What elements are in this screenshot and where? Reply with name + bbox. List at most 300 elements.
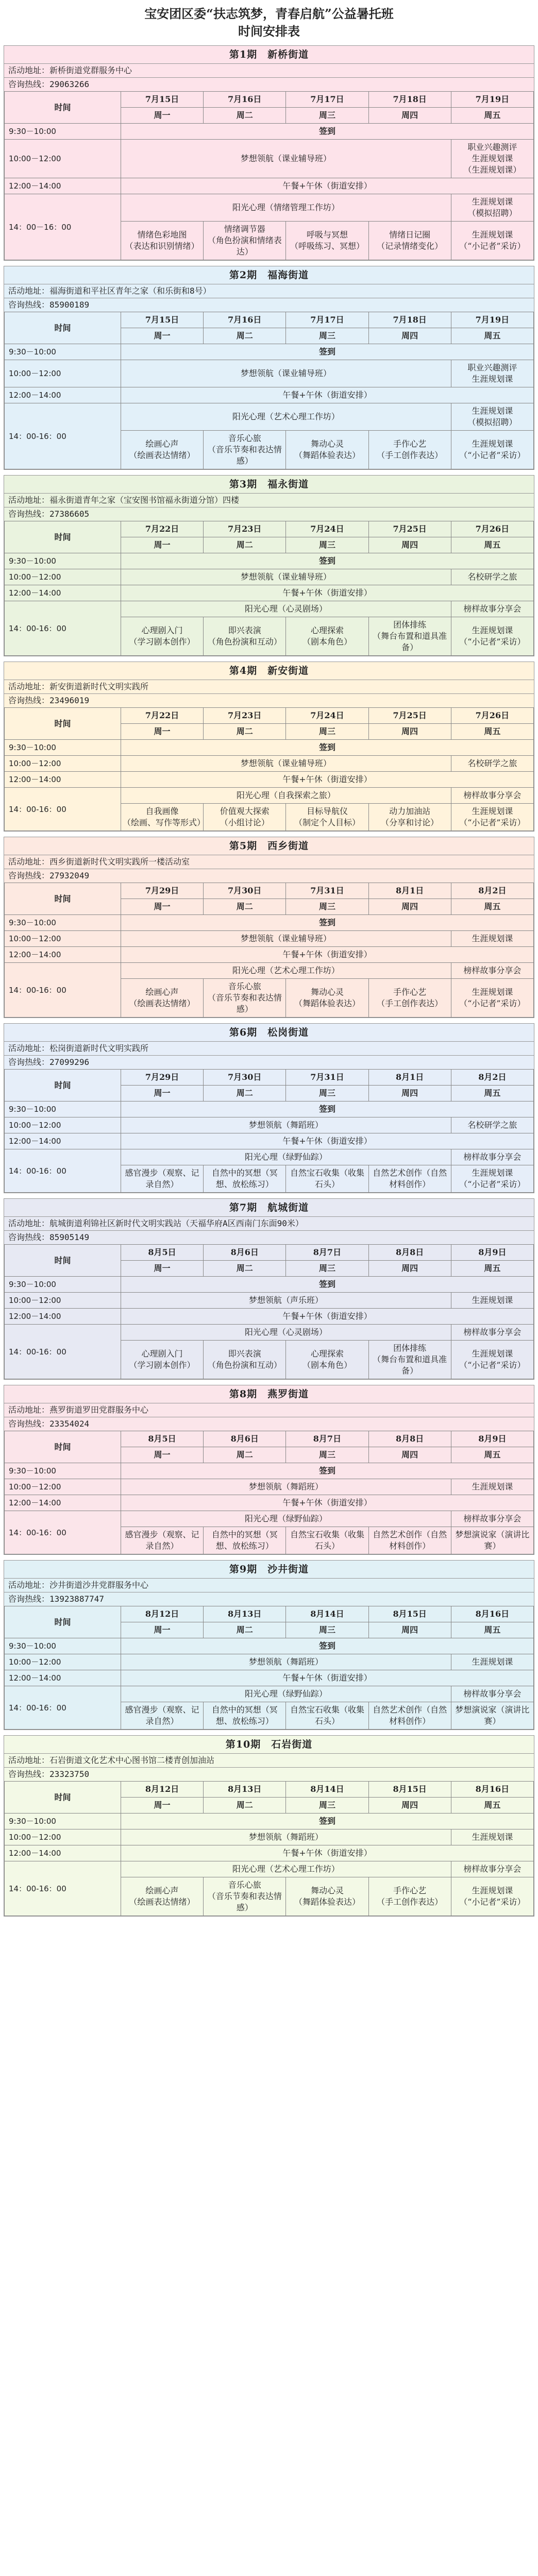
period-section xyxy=(4,1560,534,1730)
morning-activity: 梦想领航（课业辅导班） xyxy=(121,360,451,387)
weekday-header: 周一 xyxy=(121,1798,203,1814)
weekday-header: 周二 xyxy=(204,328,286,344)
date-header: 8月16日 xyxy=(451,1606,533,1622)
afternoon-activity: 自然中的冥想（冥想、放松练习） xyxy=(204,1527,286,1554)
date-header: 8月14日 xyxy=(286,1782,368,1798)
date-header: 7月16日 xyxy=(204,92,286,108)
weekday-header: 周一 xyxy=(121,1261,203,1277)
date-header: 8月8日 xyxy=(368,1245,451,1261)
afternoon-activity: 自然艺术创作（自然材料创作） xyxy=(368,1527,451,1554)
period-section xyxy=(4,45,534,261)
afternoon-activity: 生涯规划课 （“小记者”采访） xyxy=(451,804,533,831)
lunch-break: 午餐+午休（街道安排） xyxy=(121,1670,533,1686)
time-header: 时间 xyxy=(5,312,121,344)
date-header: 7月18日 xyxy=(368,312,451,328)
date-header: 7月24日 xyxy=(286,708,368,724)
weekday-header: 周三 xyxy=(286,1798,368,1814)
time-slot: 12:00－14:00 xyxy=(5,1309,121,1325)
date-header: 7月17日 xyxy=(286,92,368,108)
sign-in-cell: 签到 xyxy=(121,553,533,569)
morning-activity: 梦想领航（课业辅导班） xyxy=(121,569,451,585)
schedule-table xyxy=(4,312,534,469)
time-header: 时间 xyxy=(5,1431,121,1463)
address-label: 活动地址： xyxy=(8,857,50,867)
morning-activity: 梦想领航（舞蹈班） xyxy=(121,1117,451,1133)
lunch-break: 午餐+午休（街道安排） xyxy=(121,585,533,601)
weekday-header: 周三 xyxy=(286,537,368,553)
afternoon-theme: 阳光心理（艺术心理工作坊） xyxy=(121,403,451,431)
period-section xyxy=(4,1385,534,1555)
morning-activity: 梦想领航（舞蹈班） xyxy=(121,1654,451,1670)
hotline-value: 23496019 xyxy=(49,696,90,705)
afternoon-friday-top: 榜样故事分享会 xyxy=(451,1861,533,1877)
weekday-header: 周三 xyxy=(286,899,368,915)
hotline-row xyxy=(4,1417,534,1431)
weekday-header: 周四 xyxy=(368,108,451,124)
sign-in-cell: 签到 xyxy=(121,740,533,756)
weekday-header: 周二 xyxy=(204,537,286,553)
date-header: 7月26日 xyxy=(451,708,533,724)
date-header: 7月25日 xyxy=(368,708,451,724)
weekday-header: 周五 xyxy=(451,537,533,553)
time-slot: 14：00-16：00 xyxy=(5,963,121,1018)
afternoon-activity: 舞动心灵 （舞蹈体验表达） xyxy=(286,979,368,1018)
date-header: 8月9日 xyxy=(451,1245,533,1261)
period-heading: 第3期 福永街道 xyxy=(229,479,309,490)
schedule-table xyxy=(4,521,534,656)
time-slot: 10:00－12:00 xyxy=(5,931,121,947)
afternoon-friday-top: 榜样故事分享会 xyxy=(451,788,533,804)
weekday-header: 周二 xyxy=(204,1447,286,1463)
schedule-table xyxy=(4,1781,534,1916)
address-value: 沙井街道沙井党群服务中心 xyxy=(49,1580,149,1590)
afternoon-activity: 即兴表演 （角色扮演和互动） xyxy=(204,617,286,656)
time-slot: 10:00－12:00 xyxy=(5,1117,121,1133)
date-header: 7月19日 xyxy=(451,312,533,328)
time-header: 时间 xyxy=(5,883,121,915)
afternoon-activity: 生涯规划课 （“小记者”采访） xyxy=(451,222,533,260)
afternoon-activity: 自然中的冥想（冥想、放松练习） xyxy=(204,1702,286,1730)
date-header: 8月1日 xyxy=(368,883,451,899)
time-slot: 9:30－10:00 xyxy=(5,344,121,360)
date-header: 7月31日 xyxy=(286,883,368,899)
hotline-value: 29063266 xyxy=(49,79,90,89)
afternoon-theme: 阳光心理（心灵剧场） xyxy=(121,601,451,617)
weekday-header: 周五 xyxy=(451,1447,533,1463)
hotline-row xyxy=(4,77,534,91)
period-section xyxy=(4,266,534,470)
time-slot: 9:30－10:00 xyxy=(5,124,121,140)
hotline-label: 咨询热线： xyxy=(8,1057,50,1067)
date-header: 7月17日 xyxy=(286,312,368,328)
afternoon-activity: 自然宝石收集（收集石头） xyxy=(286,1527,368,1554)
weekday-header: 周一 xyxy=(121,1086,203,1101)
periods-container xyxy=(4,45,534,1917)
weekday-header: 周二 xyxy=(204,108,286,124)
period-heading: 第5期 西乡街道 xyxy=(229,840,309,852)
lunch-break: 午餐+午休（街道安排） xyxy=(121,947,533,963)
date-header: 8月5日 xyxy=(121,1431,203,1447)
morning-activity: 梦想领航（声乐班） xyxy=(121,1293,451,1309)
morning-friday-activity: 生涯规划课 xyxy=(451,931,533,947)
address-value: 燕罗街道罗田党群服务中心 xyxy=(49,1405,149,1415)
time-slot: 9:30－10:00 xyxy=(5,1463,121,1479)
hotline-label: 咨询热线： xyxy=(8,1419,50,1429)
time-slot: 10:00－12:00 xyxy=(5,1479,121,1495)
weekday-header: 周四 xyxy=(368,1798,451,1814)
address-row xyxy=(4,284,534,298)
afternoon-activity: 音乐心旅 （音乐节奏和表达情感） xyxy=(204,431,286,469)
date-header: 8月12日 xyxy=(121,1606,203,1622)
morning-friday-activity: 生涯规划课 xyxy=(451,1654,533,1670)
date-header: 7月22日 xyxy=(121,708,203,724)
hotline-label: 咨询热线： xyxy=(8,871,50,880)
time-slot: 10:00－12:00 xyxy=(5,360,121,387)
period-heading: 第2期 福海街道 xyxy=(229,269,309,281)
time-header: 时间 xyxy=(5,1606,121,1638)
afternoon-friday-top: 榜样故事分享会 xyxy=(451,963,533,979)
date-header: 7月19日 xyxy=(451,92,533,108)
time-slot: 10:00－12:00 xyxy=(5,140,121,178)
weekday-header: 周一 xyxy=(121,537,203,553)
title-line-1: 宝安团区委“扶志筑梦，青春启航”公益暑托班 xyxy=(144,6,394,21)
hotline-value: 85900189 xyxy=(49,300,90,310)
weekday-header: 周三 xyxy=(286,1622,368,1638)
time-header: 时间 xyxy=(5,92,121,124)
time-header: 时间 xyxy=(5,1070,121,1101)
weekday-header: 周三 xyxy=(286,724,368,740)
lunch-break: 午餐+午休（街道安排） xyxy=(121,1845,533,1861)
date-header: 8月2日 xyxy=(451,883,533,899)
afternoon-activity: 手作心艺 （手工创作表达） xyxy=(368,1877,451,1916)
weekday-header: 周三 xyxy=(286,1261,368,1277)
afternoon-activity: 情绪日记圈 （记录情绪变化） xyxy=(368,222,451,260)
time-header: 时间 xyxy=(5,1782,121,1814)
time-slot: 14：00-16：00 xyxy=(5,1686,121,1730)
afternoon-activity: 团体排练 （舞台布置和道具准备） xyxy=(368,1341,451,1379)
afternoon-activity: 绘画心声 （绘画表达情绪） xyxy=(121,979,203,1018)
morning-activity: 梦想领航（课业辅导班） xyxy=(121,140,451,178)
morning-activity: 梦想领航（舞蹈班） xyxy=(121,1479,451,1495)
hotline-value: 27932049 xyxy=(49,871,90,880)
period-heading: 第4期 新安街道 xyxy=(229,665,309,676)
weekday-header: 周五 xyxy=(451,724,533,740)
time-slot: 14：00-16：00 xyxy=(5,1861,121,1916)
schedule-table xyxy=(4,91,534,260)
time-slot: 14：00－16：00 xyxy=(5,194,121,260)
afternoon-activity: 自我画像 （绘画、写作等形式） xyxy=(121,804,203,831)
afternoon-activity: 感官漫步（观察、记录自然） xyxy=(121,1527,203,1554)
afternoon-friday-top: 生涯规划课 （模拟招聘） xyxy=(451,194,533,222)
weekday-header: 周五 xyxy=(451,328,533,344)
afternoon-activity: 音乐心旅 （音乐节奏和表达情感） xyxy=(204,979,286,1018)
weekday-header: 周三 xyxy=(286,1086,368,1101)
period-heading: 第9期 沙井街道 xyxy=(229,1564,309,1575)
hotline-label: 咨询热线： xyxy=(8,1232,50,1242)
afternoon-activity: 生涯规划课 （“小记者”采访） xyxy=(451,979,533,1018)
date-header: 7月30日 xyxy=(204,883,286,899)
morning-friday-activity: 生涯规划课 xyxy=(451,1293,533,1309)
afternoon-theme: 阳光心理（绿野仙踪） xyxy=(121,1149,451,1165)
weekday-header: 周五 xyxy=(451,108,533,124)
afternoon-activity: 情绪色彩地图 （表达和识别情绪） xyxy=(121,222,203,260)
date-header: 7月15日 xyxy=(121,312,203,328)
afternoon-activity: 生涯规划课 （“小记者”采访） xyxy=(451,1341,533,1379)
weekday-header: 周二 xyxy=(204,899,286,915)
weekday-header: 周四 xyxy=(368,899,451,915)
afternoon-activity: 感官漫步（观察、记录自然） xyxy=(121,1702,203,1730)
address-row xyxy=(4,1041,534,1055)
weekday-header: 周二 xyxy=(204,1622,286,1638)
time-slot: 14：00-16：00 xyxy=(5,403,121,469)
lunch-break: 午餐+午休（街道安排） xyxy=(121,772,533,788)
afternoon-theme: 阳光心理（艺术心理工作坊） xyxy=(121,963,451,979)
address-row xyxy=(4,1216,534,1230)
weekday-header: 周二 xyxy=(204,1086,286,1101)
schedule-table xyxy=(4,1606,534,1730)
address-row xyxy=(4,63,534,77)
morning-friday-activity: 名校研学之旅 xyxy=(451,1117,533,1133)
morning-activity: 梦想领航（课业辅导班） xyxy=(121,931,451,947)
time-slot: 9:30－10:00 xyxy=(5,1638,121,1654)
date-header: 8月13日 xyxy=(204,1782,286,1798)
date-header: 8月8日 xyxy=(368,1431,451,1447)
weekday-header: 周一 xyxy=(121,108,203,124)
time-header: 时间 xyxy=(5,1245,121,1277)
afternoon-activity: 自然艺术创作（自然材料创作） xyxy=(368,1165,451,1193)
address-row xyxy=(4,680,534,693)
afternoon-theme: 阳光心理（自我探索之旅） xyxy=(121,788,451,804)
time-slot: 14：00-16：00 xyxy=(5,601,121,656)
time-slot: 10:00－12:00 xyxy=(5,1829,121,1845)
morning-activity: 梦想领航（舞蹈班） xyxy=(121,1829,451,1845)
afternoon-activity: 舞动心灵 （舞蹈体验表达） xyxy=(286,431,368,469)
afternoon-activity: 心理探索 （剧本角色） xyxy=(286,617,368,656)
weekday-header: 周三 xyxy=(286,328,368,344)
date-header: 7月31日 xyxy=(286,1070,368,1086)
period-heading: 第7期 航城街道 xyxy=(229,1202,309,1213)
period-heading: 第10期 石岩街道 xyxy=(225,1739,313,1750)
weekday-header: 周四 xyxy=(368,724,451,740)
date-header: 7月29日 xyxy=(121,883,203,899)
hotline-label: 咨询热线： xyxy=(8,79,50,89)
afternoon-friday-top: 榜样故事分享会 xyxy=(451,1149,533,1165)
period-heading: 第6期 松岗街道 xyxy=(229,1027,309,1038)
weekday-header: 周四 xyxy=(368,1447,451,1463)
address-row xyxy=(4,1578,534,1592)
afternoon-activity: 自然宝石收集（收集石头） xyxy=(286,1165,368,1193)
period-section xyxy=(4,837,534,1018)
hotline-label: 咨询热线： xyxy=(8,696,50,705)
hotline-value: 23354024 xyxy=(49,1419,90,1429)
hotline-value: 23323750 xyxy=(49,1769,90,1779)
afternoon-activity: 价值观大探索 （小组讨论） xyxy=(204,804,286,831)
address-label: 活动地址： xyxy=(8,1218,50,1228)
afternoon-activity: 心理剧入门 （学习剧本创作） xyxy=(121,617,203,656)
date-header: 8月7日 xyxy=(286,1245,368,1261)
afternoon-theme: 阳光心理（绿野仙踪） xyxy=(121,1511,451,1527)
date-header: 8月15日 xyxy=(368,1606,451,1622)
weekday-header: 周二 xyxy=(204,1261,286,1277)
date-header: 7月18日 xyxy=(368,92,451,108)
lunch-break: 午餐+午休（街道安排） xyxy=(121,1133,533,1149)
period-section xyxy=(4,1198,534,1380)
afternoon-activity: 生涯规划课 （“小记者”采访） xyxy=(451,1165,533,1193)
time-slot: 9:30－10:00 xyxy=(5,553,121,569)
time-slot: 10:00－12:00 xyxy=(5,1293,121,1309)
date-header: 7月23日 xyxy=(204,521,286,537)
afternoon-activity: 目标导航仪 （制定个人目标） xyxy=(286,804,368,831)
sign-in-cell: 签到 xyxy=(121,1814,533,1829)
address-label: 活动地址： xyxy=(8,495,50,505)
weekday-header: 周三 xyxy=(286,108,368,124)
address-value: 石岩街道文化艺术中心图书馆二楼青创加油站 xyxy=(49,1755,215,1765)
hotline-label: 咨询热线： xyxy=(8,509,50,519)
period-section xyxy=(4,1023,534,1193)
weekday-header: 周四 xyxy=(368,328,451,344)
address-label: 活动地址： xyxy=(8,1043,50,1053)
hotline-value: 27099296 xyxy=(49,1057,90,1067)
date-header: 7月15日 xyxy=(121,92,203,108)
date-header: 7月16日 xyxy=(204,312,286,328)
address-value: 福永街道青年之家（宝安图书馆福永街道分馆）四楼 xyxy=(49,495,240,505)
schedule-table xyxy=(4,1244,534,1379)
title-line-2: 时间安排表 xyxy=(238,24,300,39)
sign-in-cell: 签到 xyxy=(121,915,533,931)
afternoon-activity: 手作心艺 （手工创作表达） xyxy=(368,431,451,469)
time-slot: 12:00－14:00 xyxy=(5,1670,121,1686)
weekday-header: 周一 xyxy=(121,1447,203,1463)
date-header: 8月2日 xyxy=(451,1070,533,1086)
hotline-row xyxy=(4,1055,534,1069)
address-label: 活动地址： xyxy=(8,286,50,296)
hotline-label: 咨询热线： xyxy=(8,300,50,310)
sign-in-cell: 签到 xyxy=(121,1277,533,1293)
address-value: 航城街道利锦社区新时代文明实践站（天福华府A区西南门东面90米） xyxy=(49,1218,304,1228)
date-header: 8月6日 xyxy=(204,1431,286,1447)
schedule-table xyxy=(4,1431,534,1554)
time-slot: 12:00－14:00 xyxy=(5,947,121,963)
time-slot: 10:00－12:00 xyxy=(5,1654,121,1670)
morning-friday-activity: 名校研学之旅 xyxy=(451,569,533,585)
morning-friday-activity: 生涯规划课 xyxy=(451,1479,533,1495)
afternoon-theme: 阳光心理（绿野仙踪） xyxy=(121,1686,451,1702)
hotline-value: 27386605 xyxy=(49,509,90,519)
date-header: 7月23日 xyxy=(204,708,286,724)
time-slot: 9:30－10:00 xyxy=(5,740,121,756)
morning-friday-activity: 名校研学之旅 xyxy=(451,756,533,772)
time-slot: 12:00－14:00 xyxy=(5,772,121,788)
time-slot: 12:00－14:00 xyxy=(5,178,121,194)
address-value: 福海街道和平社区青年之家（和乐街和8号） xyxy=(49,286,211,296)
sign-in-cell: 签到 xyxy=(121,1638,533,1654)
address-value: 松岗街道新时代文明实践所 xyxy=(49,1043,149,1053)
date-header: 7月25日 xyxy=(368,521,451,537)
time-slot: 14：00-16：00 xyxy=(5,1325,121,1379)
hotline-row xyxy=(4,1230,534,1244)
sign-in-cell: 签到 xyxy=(121,1463,533,1479)
date-header: 8月15日 xyxy=(368,1782,451,1798)
period-section xyxy=(4,662,534,832)
time-slot: 9:30－10:00 xyxy=(5,915,121,931)
date-header: 8月12日 xyxy=(121,1782,203,1798)
address-label: 活动地址： xyxy=(8,1755,50,1765)
hotline-row xyxy=(4,693,534,707)
weekday-header: 周一 xyxy=(121,328,203,344)
afternoon-friday-top: 榜样故事分享会 xyxy=(451,1325,533,1341)
weekday-header: 周五 xyxy=(451,899,533,915)
schedule-table xyxy=(4,1069,534,1193)
weekday-header: 周一 xyxy=(121,1622,203,1638)
weekday-header: 周一 xyxy=(121,724,203,740)
hotline-row xyxy=(4,1767,534,1781)
weekday-header: 周三 xyxy=(286,1447,368,1463)
afternoon-activity: 自然中的冥想（冥想、放松练习） xyxy=(204,1165,286,1193)
afternoon-activity: 生涯规划课 （“小记者”采访） xyxy=(451,431,533,469)
lunch-break: 午餐+午休（街道安排） xyxy=(121,1309,533,1325)
afternoon-activity: 绘画心声 （绘画表达情绪） xyxy=(121,431,203,469)
time-slot: 12:00－14:00 xyxy=(5,1495,121,1511)
afternoon-activity: 心理探索 （剧本角色） xyxy=(286,1341,368,1379)
afternoon-friday-top: 生涯规划课 （模拟招聘） xyxy=(451,403,533,431)
hotline-row xyxy=(4,869,534,883)
address-row xyxy=(4,1753,534,1767)
afternoon-theme: 阳光心理（心灵剧场） xyxy=(121,1325,451,1341)
lunch-break: 午餐+午休（街道安排） xyxy=(121,178,533,194)
time-slot: 9:30－10:00 xyxy=(5,1101,121,1117)
afternoon-activity: 呼吸与冥想 （呼吸练习、冥想） xyxy=(286,222,368,260)
weekday-header: 周一 xyxy=(121,899,203,915)
schedule-table xyxy=(4,707,534,831)
time-slot: 9:30－10:00 xyxy=(5,1814,121,1829)
date-header: 7月30日 xyxy=(204,1070,286,1086)
period-section xyxy=(4,475,534,656)
sign-in-cell: 签到 xyxy=(121,344,533,360)
address-value: 新桥街道党群服务中心 xyxy=(49,65,132,75)
afternoon-friday-top: 榜样故事分享会 xyxy=(451,1686,533,1702)
document-title xyxy=(4,0,534,40)
date-header: 7月22日 xyxy=(121,521,203,537)
date-header: 7月24日 xyxy=(286,521,368,537)
time-header: 时间 xyxy=(5,521,121,553)
weekday-header: 周五 xyxy=(451,1798,533,1814)
address-row xyxy=(4,1403,534,1417)
afternoon-activity: 即兴表演 （角色扮演和互动） xyxy=(204,1341,286,1379)
sign-in-cell: 签到 xyxy=(121,124,533,140)
address-value: 西乡街道新时代文明实践所一楼活动室 xyxy=(49,857,190,867)
date-header: 7月29日 xyxy=(121,1070,203,1086)
date-header: 8月7日 xyxy=(286,1431,368,1447)
afternoon-activity: 团体排练 （舞台布置和道具准备） xyxy=(368,617,451,656)
afternoon-activity: 生涯规划课 （“小记者”采访） xyxy=(451,1877,533,1916)
date-header: 8月9日 xyxy=(451,1431,533,1447)
address-row xyxy=(4,493,534,507)
morning-friday-activity: 生涯规划课 xyxy=(451,1829,533,1845)
weekday-header: 周五 xyxy=(451,1622,533,1638)
address-label: 活动地址： xyxy=(8,682,50,691)
afternoon-activity: 心理剧入门 （学习剧本创作） xyxy=(121,1341,203,1379)
address-label: 活动地址： xyxy=(8,65,50,75)
lunch-break: 午餐+午休（街道安排） xyxy=(121,1495,533,1511)
afternoon-activity: 感官漫步（观察、记录自然） xyxy=(121,1165,203,1193)
weekday-header: 周五 xyxy=(451,1261,533,1277)
date-header: 8月13日 xyxy=(204,1606,286,1622)
afternoon-friday-top: 榜样故事分享会 xyxy=(451,1511,533,1527)
weekday-header: 周二 xyxy=(204,1798,286,1814)
time-slot: 14：00-16：00 xyxy=(5,788,121,831)
afternoon-activity: 绘画心声 （绘画表达情绪） xyxy=(121,1877,203,1916)
afternoon-activity: 自然宝石收集（收集石头） xyxy=(286,1702,368,1730)
